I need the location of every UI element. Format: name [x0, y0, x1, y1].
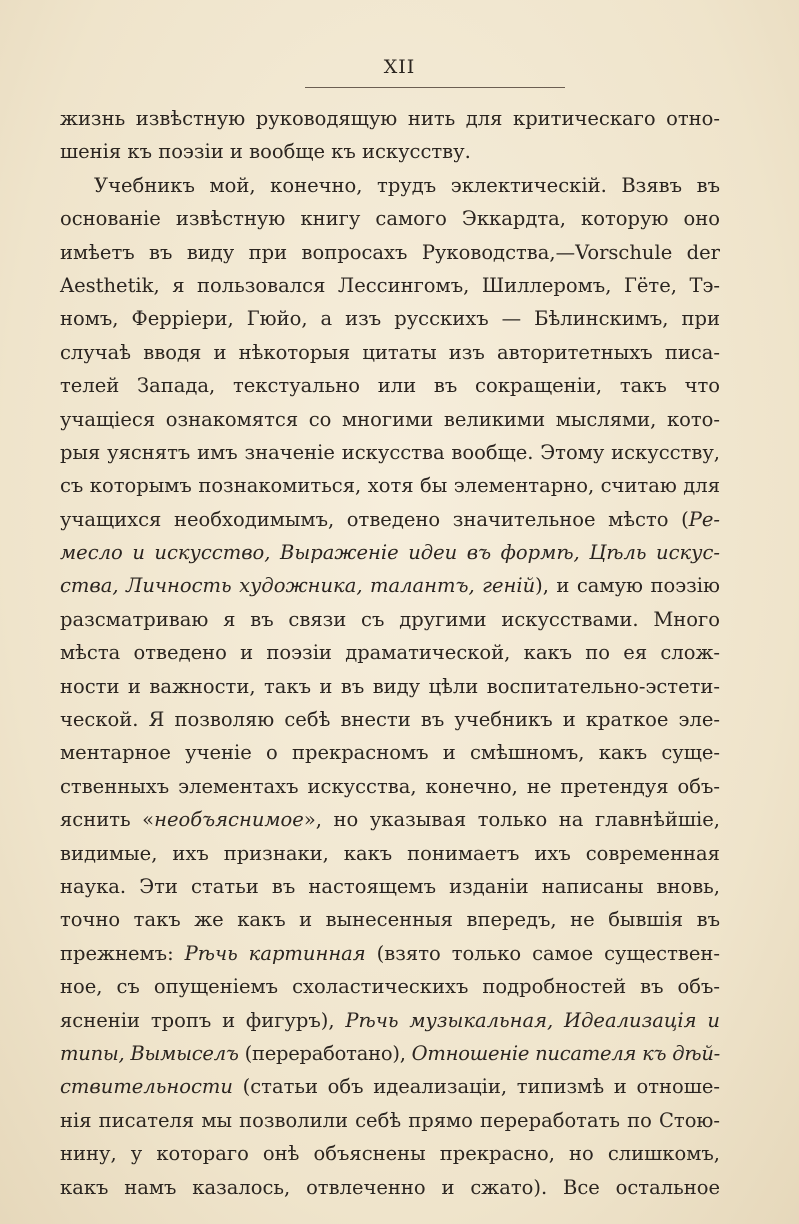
text-run: основаніе извѣстную книгу самого Эккардта, которую оно — [60, 207, 720, 231]
text-line — [60, 1004, 720, 1037]
text-run: Учебникъ мой, конечно, трудъ эклектическій. Взявъ въ — [94, 173, 720, 197]
text-line — [60, 903, 720, 936]
text-run: случаѣ вводя и нѣкоторыя цитаты изъ авторитетныхъ писа- — [60, 340, 720, 364]
text-run: », но указывая только на главнѣйшіе, — [303, 808, 721, 832]
text-run: нія писателя мы позволили себѣ прямо переработать по Стою- — [60, 1108, 720, 1132]
header-rule — [305, 87, 565, 88]
text-run: ), и самую поэзію — [535, 574, 720, 598]
text-run: учащіеся ознакомятся со многими великими мыслями, кото- — [60, 407, 720, 431]
text-line — [60, 536, 720, 569]
text-line — [60, 469, 720, 502]
text-run: наука. Эти статьи въ настоящемъ изданіи написаны вновь, — [60, 874, 720, 898]
text-line — [60, 1104, 720, 1137]
text-line — [60, 937, 720, 970]
italic-text: Рѣчь музыкальная, Идеализація и — [345, 1008, 720, 1032]
text-line — [60, 670, 720, 703]
text-run: ности и важности, такъ и въ виду цѣли воспитательно-эстети- — [60, 674, 720, 698]
italic-text: ствительности — [60, 1075, 233, 1099]
text-run: ческой. Я позволяю себѣ внести въ учебникъ и краткое эле- — [60, 708, 720, 732]
text-line — [60, 336, 720, 369]
text-run: Aesthetik, я пользовался Лессингомъ, Шиллеромъ, Гёте, Тэ- — [60, 273, 720, 297]
text-line — [60, 1137, 720, 1170]
italic-text: Ре- — [688, 507, 720, 531]
text-line — [60, 269, 720, 302]
text-line — [60, 503, 720, 536]
text-run: мѣста отведено и поэзіи драматической, какъ по ея слож- — [60, 641, 720, 665]
text-run: прежнемъ: — [60, 941, 185, 965]
text-line — [60, 169, 720, 202]
text-run: номъ, Ферріери, Гюйо, а изъ русскихъ — Бѣлинскимъ, при — [60, 307, 720, 331]
text-line — [60, 636, 720, 669]
italic-text: Отношеніе писателя къ дѣй- — [411, 1041, 721, 1065]
text-run: (статьи объ идеализаціи, типизмѣ и отноше- — [232, 1075, 720, 1099]
text-line — [60, 102, 720, 135]
text-line — [60, 369, 720, 402]
text-line — [60, 436, 720, 469]
italic-text: необъяснимое — [154, 808, 304, 832]
text-run: (переработано), — [238, 1041, 412, 1065]
text-line — [60, 703, 720, 736]
text-line — [60, 236, 720, 269]
body-text — [60, 102, 720, 1204]
text-run: нину, у котораго онѣ объяснены прекрасно, но слишкомъ, — [60, 1142, 720, 1166]
text-line — [60, 770, 720, 803]
text-line — [60, 736, 720, 769]
text-run: жизнь извѣстную руководящую нить для критическаго отно- — [60, 107, 720, 130]
page-number: XII — [383, 56, 416, 78]
text-line — [60, 302, 720, 335]
text-run: какъ намъ казалось, отвлеченно и сжато). Все остальное — [60, 1175, 720, 1199]
text-line — [60, 569, 720, 602]
text-run: видимые, ихъ признаки, какъ понимаетъ ихъ современная — [60, 841, 720, 865]
text-run: съ которымъ познакомиться, хотя бы элементарно, считаю для — [60, 474, 720, 498]
text-line — [60, 870, 720, 903]
text-line — [60, 603, 720, 636]
text-run: телей Запада, текстуально или въ сокращеніи, такъ что — [60, 374, 720, 398]
italic-text: Рѣчь картинная — [184, 941, 366, 965]
text-run: учащихся необходимымъ, отведено значительное мѣсто ( — [60, 507, 689, 531]
italic-text: месло и искусство, Выраженіе идеи въ формѣ, Цѣль искус- — [60, 541, 720, 565]
text-line — [60, 202, 720, 235]
text-line — [60, 970, 720, 1003]
text-line — [60, 837, 720, 870]
text-run: ментарное ученіе о прекрасномъ и смѣшномъ, какъ суще- — [60, 741, 720, 765]
italic-text: ства, Личность художника, талантъ, геній — [60, 574, 536, 598]
text-line — [60, 1037, 720, 1070]
text-line — [60, 403, 720, 436]
text-run: имѣетъ въ виду при вопросахъ Руководства,—Vorschule der — [60, 240, 720, 264]
text-run: шенія къ поэзіи и вообще къ искусству. — [60, 140, 471, 164]
text-run: ственныхъ элементахъ искусства, конечно, не претендуя объ- — [60, 774, 720, 798]
text-line — [60, 803, 720, 836]
text-line — [60, 135, 720, 168]
text-run: (взято только самое существен- — [365, 941, 720, 965]
text-run: ясненіи тропъ и фигуръ), — [60, 1008, 346, 1032]
text-run: ное, съ опущеніемъ схоластическихъ подробностей въ объ- — [60, 975, 720, 999]
italic-text: типы, Вымыселъ — [60, 1041, 239, 1065]
text-run: яснить « — [60, 808, 155, 832]
text-run: рыя уяснятъ имъ значеніе искусства вообще. Этому искусству, — [60, 440, 720, 464]
text-line — [60, 1171, 720, 1204]
text-line — [60, 1070, 720, 1103]
text-run: разсматриваю я въ связи съ другими искусствами. Много — [60, 607, 720, 631]
text-run: точно такъ же какъ и вынесенныя впередъ, не бывшія въ — [60, 908, 720, 932]
